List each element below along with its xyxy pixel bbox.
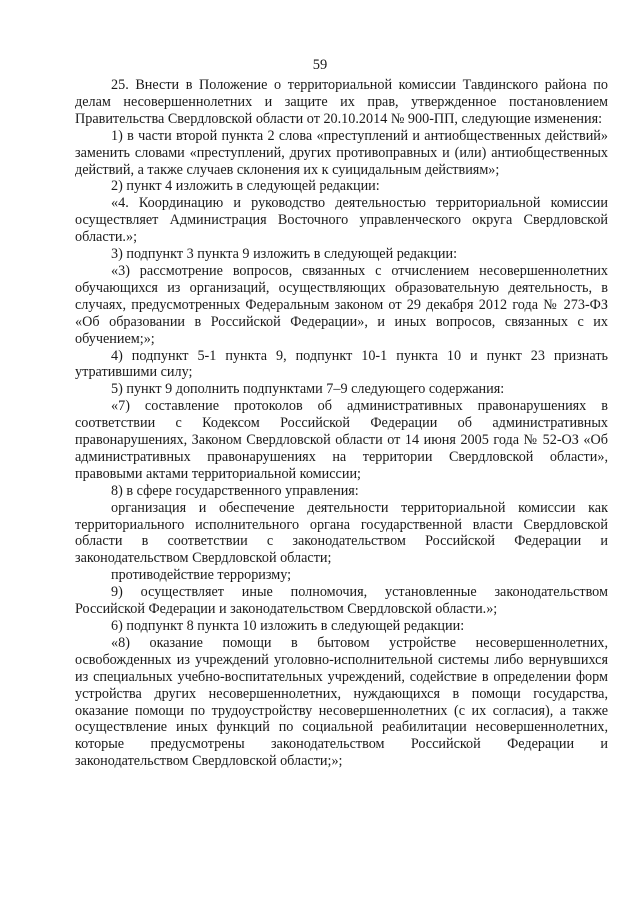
paragraph-item-2: 2) пункт 4 изложить в следующей редакции:	[111, 178, 380, 195]
paragraph-25: 25. Внести в Положение о территориальной комиссии Тавдинского района по делам несовершеннолетних и защите их прав, утвержденное постановлением Правительства Свердловской области от 20.10.2014 № 900-ПП, следующие изменения:	[75, 77, 608, 127]
paragraph-organization: организация и обеспечение деятельности территориальной комиссии как территориального исполнительного органа государственной власти Свердловской области в соответствии с законодательством Российской Федерации и законодательством Свердловской области;	[75, 499, 608, 567]
paragraph-quote-3: «3) рассмотрение вопросов, связанных с отчислением несовершеннолетних обучающихся из организаций, осуществляющих образовательную деятельность, в случаях, предусмотренных Федеральным законом от 29 декабря 2012 года № 273-ФЗ «Об образовании в Российской Федерации», и иных вопросов, связанных с их обучением;»;	[75, 262, 608, 347]
paragraph-quote-7: «7) составление протоколов об административных правонарушениях в соответствии с Кодексом Российской Федерации об административных правонарушениях, Законом Свердловской области от 14 июня 2005 года № 52-ОЗ «Об административных правонарушениях на территории Свердловской области», правовыми актами территориальной комиссии;	[75, 398, 608, 482]
paragraph-counterterrorism: противодействие терроризму;	[111, 567, 292, 584]
page-number: 59	[312, 57, 328, 73]
paragraph-item-6: 6) подпункт 8 пункта 10 изложить в следующей редакции:	[111, 618, 465, 634]
document-body	[75, 77, 608, 770]
paragraph-item-3: 3) подпункт 3 пункта 9 изложить в следующей редакции:	[111, 246, 458, 263]
paragraph-sub-8: 8) в сфере государственного управления:	[111, 482, 359, 499]
paragraph-item-1: 1) в части второй пункта 2 слова «преступлений и антиобщественных действий» заменить словами «преступлений, других противоправных и (или) антиобщественных действий, а также случаев склонения их к суицидальным действиям»;	[75, 127, 608, 178]
paragraph-sub-9: 9) осуществляет иные полномочия, установленные законодательством Российской Федерации и законодательством Свердловской области.»;	[75, 584, 608, 618]
paragraph-quote-4: «4. Координацию и руководство деятельностью территориальной комиссии осуществляет Администрация Восточного управленческого округа Свердловской области.»;	[75, 195, 608, 246]
paragraph-quote-8: «8) оказание помощи в бытовом устройстве несовершеннолетних, освобожденных из учреждений уголовно-исполнительной системы либо вернувшихся из специальных учебно-воспитательных учреждений, содействие в определении форм устройства других несовершеннолетних, нуждающихся в помощи государства, оказание помощи по трудоустройству несовершеннолетних (с их согласия), а также осуществление иных функций по социальной реабилитации несовершеннолетних, которые предусмотрены законодательством Российской Федерации и законодательством Свердловской области;»;	[75, 634, 608, 770]
paragraph-item-4: 4) подпункт 5-1 пункта 9, подпункт 10-1 пункта 10 и пункт 23 признать утратившими силу;	[75, 347, 608, 381]
paragraph-item-5: 5) пункт 9 дополнить подпунктами 7–9 следующего содержания:	[111, 381, 505, 398]
